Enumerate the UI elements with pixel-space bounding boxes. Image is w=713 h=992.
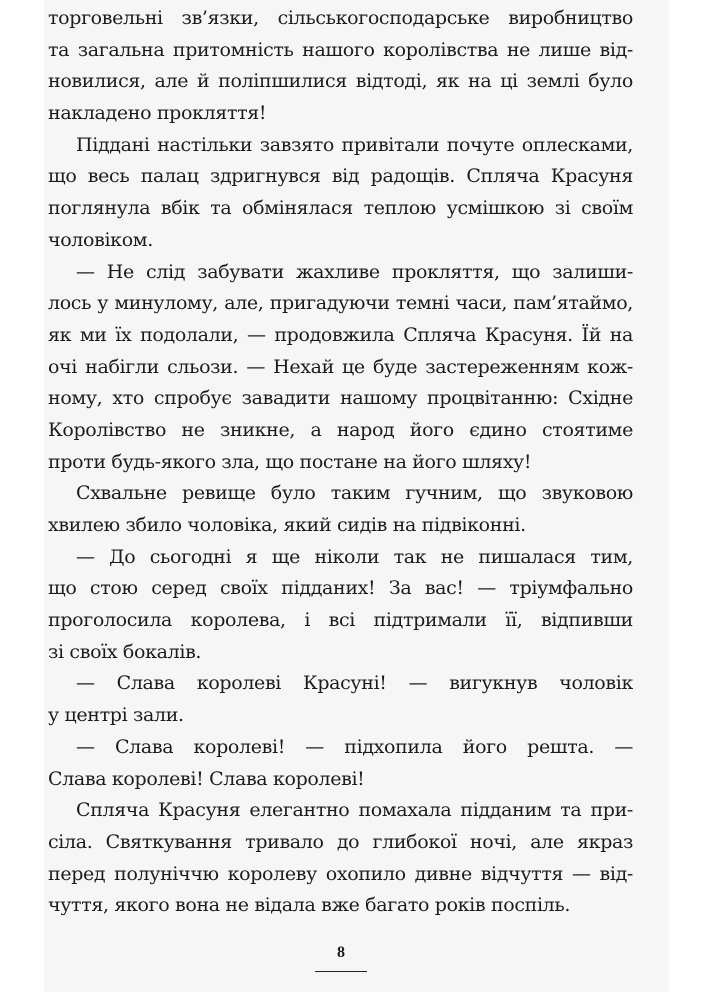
- text-line: накладено прокляття!: [48, 102, 267, 125]
- page-body-text: [48, 3, 633, 922]
- text-line: — Слава королеві! — підхопила його решта. —: [76, 735, 633, 758]
- text-line: та загальна притомність нашого королівства не лише від-: [48, 38, 633, 61]
- page-number: 8: [337, 944, 345, 961]
- text-line: — До сьогодні я ще ніколи так не пишалася тим,: [76, 545, 633, 568]
- text-line: Спляча Красуня елегантно помахала підданим та при-: [76, 799, 633, 822]
- text-line: чоловіком.: [48, 228, 153, 251]
- text-line: лось у минулому, але, пригадуючи темні часи, пам’ятаймо,: [48, 292, 633, 315]
- text-line: чуття, якого вона не відала вже багато років поспіль.: [48, 894, 571, 917]
- text-line: проти будь-якого зла, що постане на його шляху!: [48, 450, 532, 473]
- text-line: хвилею збило чоловіка, який сидів на підвіконні.: [48, 514, 526, 536]
- text-line: як ми їх подолали, — продовжила Спляча Красуня. Їй на: [48, 323, 633, 346]
- text-line: Королівство не зникне, а народ його єдино стоятиме: [48, 418, 633, 441]
- text-line: проголосила королева, і всі підтримали її, відпивши: [48, 609, 633, 632]
- text-line: поглянула вбік та обмінялася теплою усмішкою зі своїм: [48, 197, 633, 220]
- text-line: торговельні зв’язки, сільськогосподарське виробництво: [48, 7, 633, 29]
- text-line: новилися, але й поліпшилися відтоді, як на ці землі було: [48, 70, 633, 93]
- text-line: що весь палац здригнувся від радощів. Спляча Красуня: [48, 165, 633, 188]
- text-line: ному, хто спробує завадити нашому процвітанню: Східне: [48, 387, 633, 410]
- text-line: зі своїх бокалів.: [48, 640, 202, 663]
- text-line: перед полуніччю королеву охопило дивне відчуття — від-: [48, 862, 633, 885]
- text-line: що стою серед своїх підданих! За вас! — тріумфально: [48, 577, 633, 600]
- text-line: Слава королеві! Слава королеві!: [48, 767, 365, 790]
- text-line: очі набігли сльози. — Нехай це буде застереженням кож-: [48, 355, 633, 378]
- page-number-underline: [315, 971, 367, 972]
- text-line: Піддані настільки завзято привітали почуте оплесками,: [76, 133, 633, 156]
- text-line: — Не слід забувати жахливе прокляття, що залиши-: [76, 260, 633, 283]
- text-line: Схвальне ревище було таким гучним, що звуковою: [76, 482, 633, 505]
- text-line: сіла. Святкування тривало до глибокої ночі, але якраз: [48, 830, 633, 853]
- text-line: — Слава королеві Красуні! — вигукнув чоловік: [76, 672, 633, 695]
- text-line: у центрі зали.: [48, 704, 184, 727]
